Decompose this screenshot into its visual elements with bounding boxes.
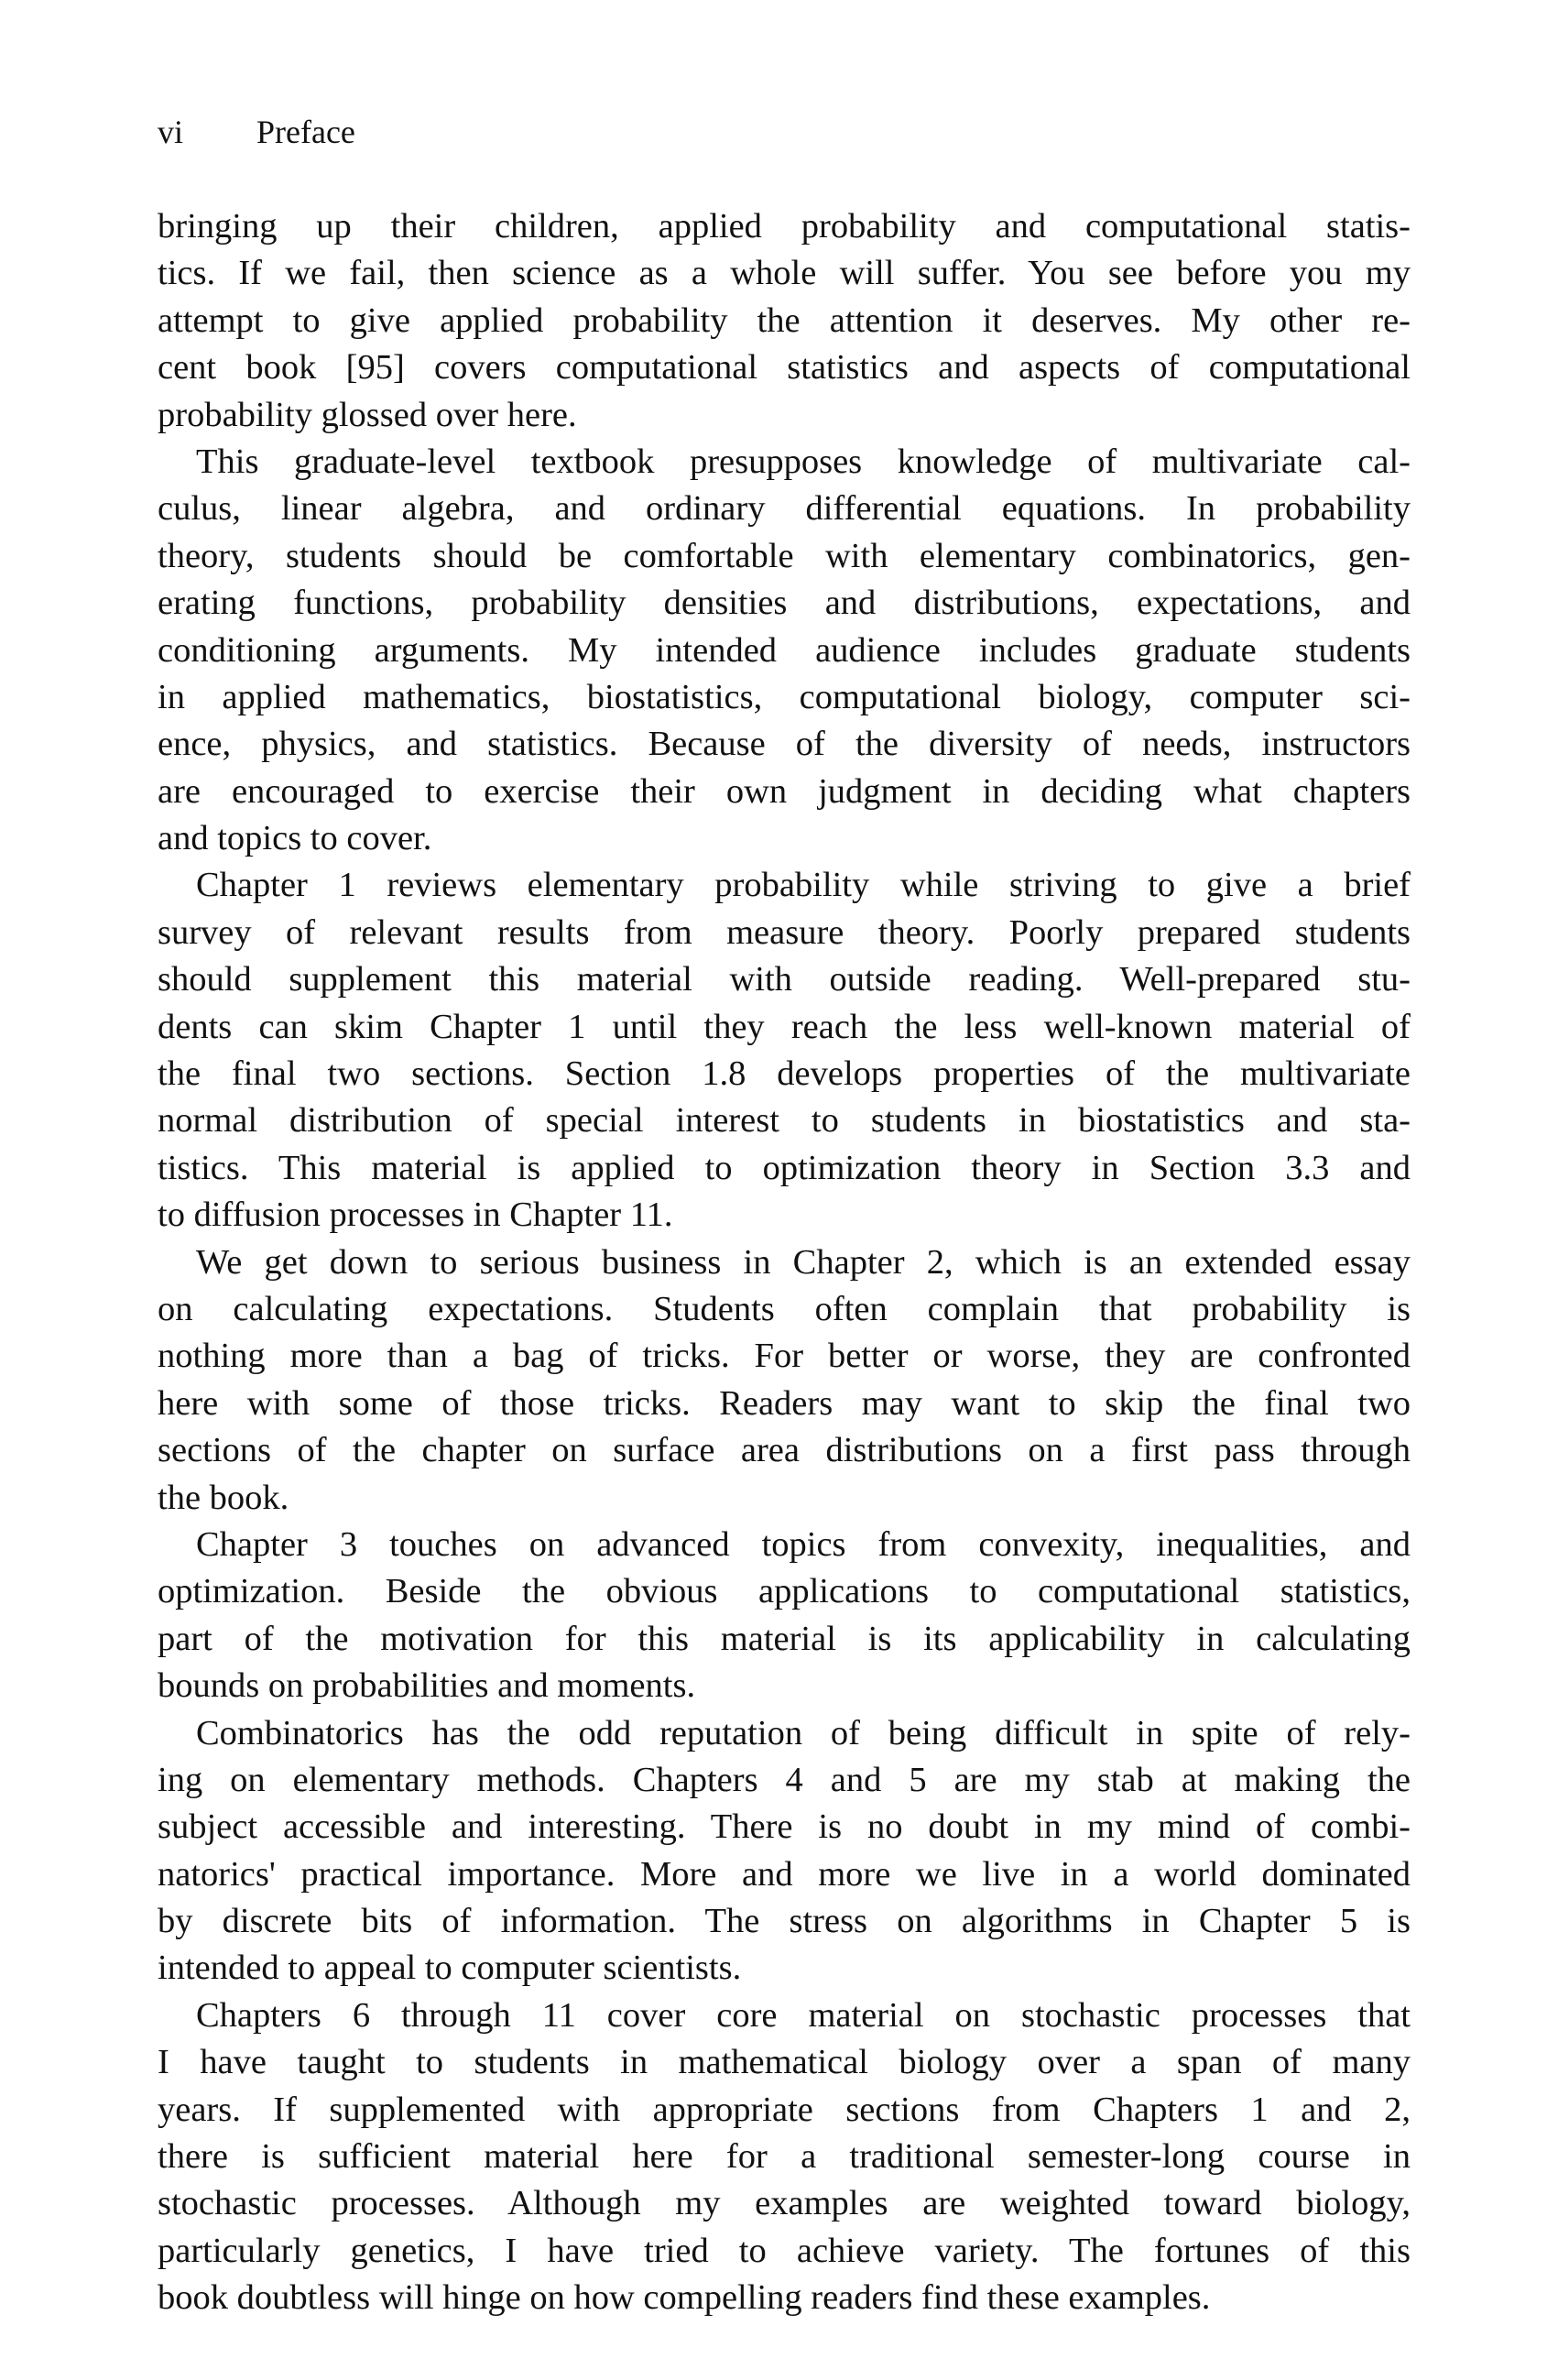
text-line: This graduate-level textbook presupposes knowledge of multivariate cal- xyxy=(196,442,1411,481)
text-line: and topics to cover. xyxy=(158,819,432,858)
running-head xyxy=(158,112,355,152)
text-line: bounds on probabilities and moments. xyxy=(158,1666,696,1706)
text-line: intended to appeal to computer scientists. xyxy=(158,1949,742,1988)
text-line: particularly genetics, I have tried to achieve variety. The fortunes of this xyxy=(158,2231,1411,2270)
paragraph xyxy=(158,862,1411,1239)
text-line: here with some of those tricks. Readers may want to skip the final two xyxy=(158,1383,1411,1423)
text-line: nothing more than a bag of tricks. For better or worse, they are confronted xyxy=(158,1337,1411,1376)
text-line: years. If supplemented with appropriate sections from Chapters 1 and 2, xyxy=(158,2090,1411,2129)
text-line: tics. If we fail, then science as a whole will suffer. You see before you my xyxy=(158,254,1411,293)
text-line: book doubtless will hinge on how compelling readers find these examples. xyxy=(158,2278,1211,2318)
text-line: part of the motivation for this material is its applicability in calculating xyxy=(158,1619,1411,1658)
text-line: dents can skim Chapter 1 until they reach the less well-known material of xyxy=(158,1007,1411,1046)
text-line: erating functions, probability densities and distributions, expectations, and xyxy=(158,584,1411,623)
text-line: the book. xyxy=(158,1478,289,1517)
text-line: by discrete bits of information. The stress on algorithms in Chapter 5 is xyxy=(158,1902,1411,1941)
text-line: in applied mathematics, biostatistics, computational biology, computer sci- xyxy=(158,677,1411,716)
text-line: on calculating expectations. Students often complain that probability is xyxy=(158,1289,1411,1328)
paragraph xyxy=(158,1522,1411,1710)
text-line: culus, linear algebra, and ordinary differential equations. In probability xyxy=(158,489,1411,529)
text-line: Combinatorics has the odd reputation of being difficult in spite of rely- xyxy=(196,1713,1411,1752)
text-line: subject accessible and interesting. There is no doubt in my mind of combi- xyxy=(158,1807,1411,1847)
body-text xyxy=(158,203,1411,2322)
paragraph xyxy=(158,1992,1411,2322)
text-line: Chapters 6 through 11 cover core material on stochastic processes that xyxy=(196,1995,1411,2035)
text-line: attempt to give applied probability the attention it deserves. My other re- xyxy=(158,300,1411,340)
text-line: should supplement this material with outside reading. Well-prepared stu- xyxy=(158,960,1411,999)
text-line: We get down to serious business in Chapter 2, which is an extended essay xyxy=(196,1242,1411,1282)
text-line: normal distribution of special interest to students in biostatistics and sta- xyxy=(158,1101,1411,1141)
text-line: the final two sections. Section 1.8 develops properties of the multivariate xyxy=(158,1054,1411,1094)
text-line: probability glossed over here. xyxy=(158,395,577,434)
text-line: stochastic processes. Although my examples are weighted toward biology, xyxy=(158,2184,1411,2223)
page-number: vi xyxy=(158,114,184,150)
paragraph xyxy=(158,439,1411,863)
text-line: I have taught to students in mathematical biology over a span of many xyxy=(158,2043,1411,2082)
text-line: tistics. This material is applied to optimization theory in Section 3.3 and xyxy=(158,1148,1411,1187)
paragraph xyxy=(158,1710,1411,1992)
text-line: survey of relevant results from measure theory. Poorly prepared students xyxy=(158,912,1411,952)
text-line: are encouraged to exercise their own judgment in deciding what chapters xyxy=(158,771,1411,811)
section-title: Preface xyxy=(256,114,355,150)
text-line: natorics' practical importance. More and more we live in a world dominated xyxy=(158,1854,1411,1894)
text-line: sections of the chapter on surface area distributions on a first pass through xyxy=(158,1431,1411,1470)
text-line: to diffusion processes in Chapter 11. xyxy=(158,1195,673,1235)
text-line: there is sufficient material here for a traditional semester-long course in xyxy=(158,2137,1411,2177)
text-line: Chapter 1 reviews elementary probability while striving to give a brief xyxy=(196,866,1411,905)
text-line: Chapter 3 touches on advanced topics from convexity, inequalities, and xyxy=(196,1524,1411,1564)
text-line: bringing up their children, applied probability and computational statis- xyxy=(158,207,1411,246)
paragraph xyxy=(158,1239,1411,1522)
text-line: cent book [95] covers computational statistics and aspects of computational xyxy=(158,348,1411,388)
text-line: optimization. Beside the obvious applications to computational statistics, xyxy=(158,1572,1411,1611)
text-line: conditioning arguments. My intended audience includes graduate students xyxy=(158,630,1411,670)
text-line: ence, physics, and statistics. Because of the diversity of needs, instructors xyxy=(158,725,1411,764)
text-line: ing on elementary methods. Chapters 4 and 5 are my stab at making the xyxy=(158,1760,1411,1799)
text-line: theory, students should be comfortable with elementary combinatorics, gen- xyxy=(158,536,1411,575)
paragraph xyxy=(158,203,1411,439)
